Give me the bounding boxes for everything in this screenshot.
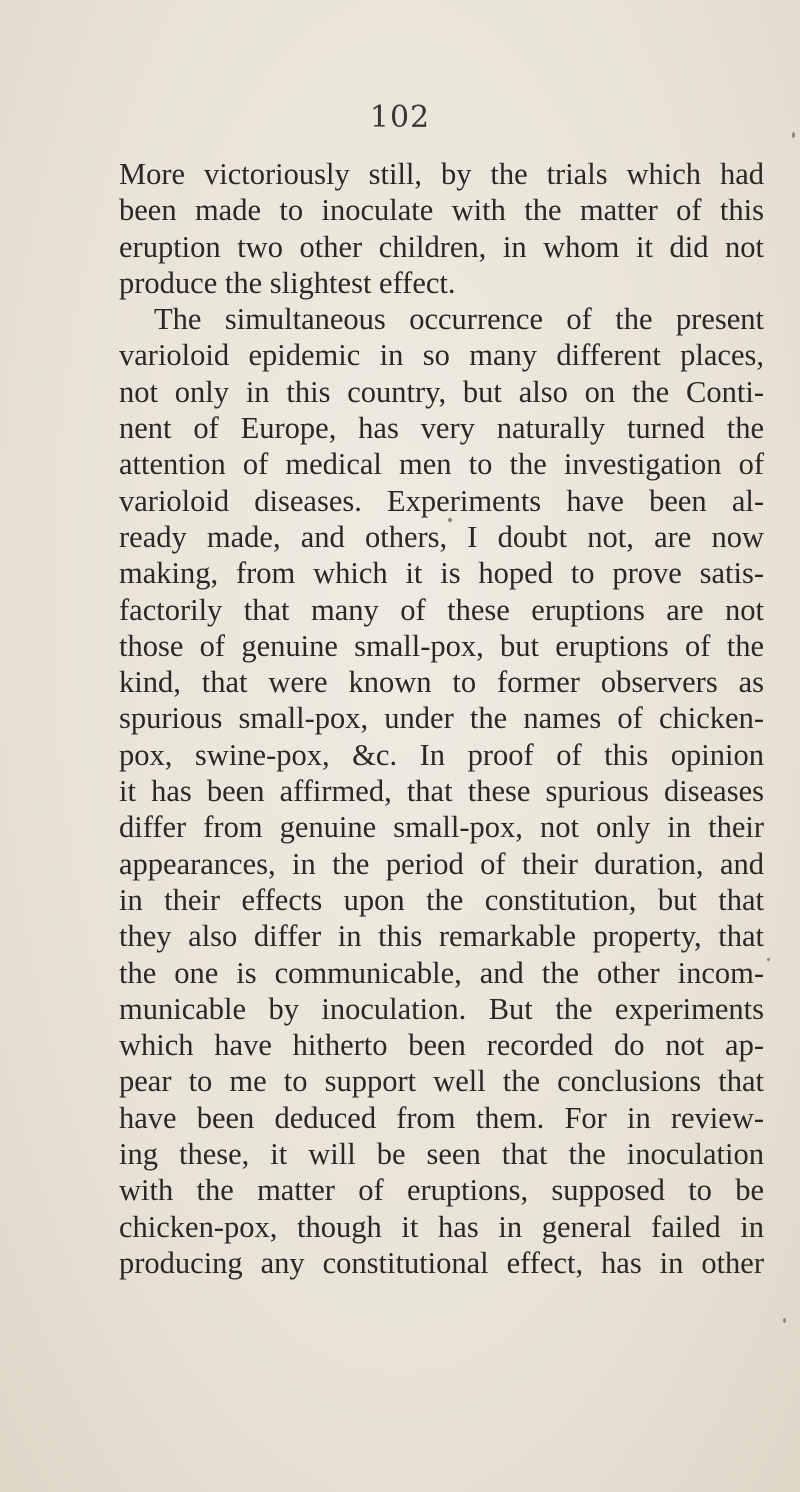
text-line: spurious small-pox, under the names of chicken-	[119, 701, 764, 736]
text-line: The simultaneous occurrence of the present	[154, 302, 764, 337]
text-line: differ from genuine small-pox, not only in their	[119, 810, 764, 845]
text-line: in their effects upon the constitution, but that	[119, 882, 764, 917]
text-line: varioloid diseases. Experiments have been al-	[119, 483, 764, 518]
text-line: producing any constitutional effect, has in other	[119, 1245, 764, 1280]
text-line: it has been affirmed, that these spurious diseases	[119, 774, 764, 809]
text-line: ing these, it will be seen that the inoculation	[119, 1137, 764, 1172]
body-text	[119, 156, 764, 1281]
text-line: attention of medical men to the investigation of	[119, 447, 764, 482]
text-line: pox, swine-pox, &c. In proof of this opinion	[119, 737, 764, 772]
text-line: which have hitherto been recorded do not ap-	[119, 1028, 764, 1063]
text-line: ready made, and others, I doubt not, are now	[119, 519, 764, 554]
text-line: with the matter of eruptions, supposed to be	[119, 1173, 764, 1208]
text-line: have been deduced from them. For in review-	[119, 1100, 764, 1135]
text-line: chicken-pox, though it has in general failed in	[119, 1209, 764, 1244]
text-line: not only in this country, but also on the Conti-	[119, 374, 764, 409]
text-line: produce the slightest effect.	[119, 265, 456, 300]
text-line: appearances, in the period of their duration, and	[119, 846, 764, 881]
text-line: municable by inoculation. But the experiments	[119, 991, 764, 1026]
text-line: eruption two other children, in whom it did not	[119, 229, 764, 264]
text-line: More victoriously still, by the trials which had	[119, 157, 764, 191]
text-line: been made to inoculate with the matter of this	[119, 193, 764, 228]
text-line: nent of Europe, has very naturally turned the	[119, 411, 764, 446]
text-line: they also differ in this remarkable property, that	[119, 919, 764, 954]
text-line: factorily that many of these eruptions are not	[119, 592, 764, 627]
text-line: kind, that were known to former observers as	[119, 665, 764, 700]
page-number: 102	[369, 100, 431, 135]
text-line: pear to me to support well the conclusions that	[119, 1064, 764, 1099]
text-line: making, from which it is hoped to prove satis-	[119, 556, 764, 591]
text-line: the one is communicable, and the other incom-	[119, 955, 764, 990]
text-line: those of genuine small-pox, but eruptions of the	[119, 628, 764, 663]
text-line: varioloid epidemic in so many different places,	[119, 338, 764, 373]
